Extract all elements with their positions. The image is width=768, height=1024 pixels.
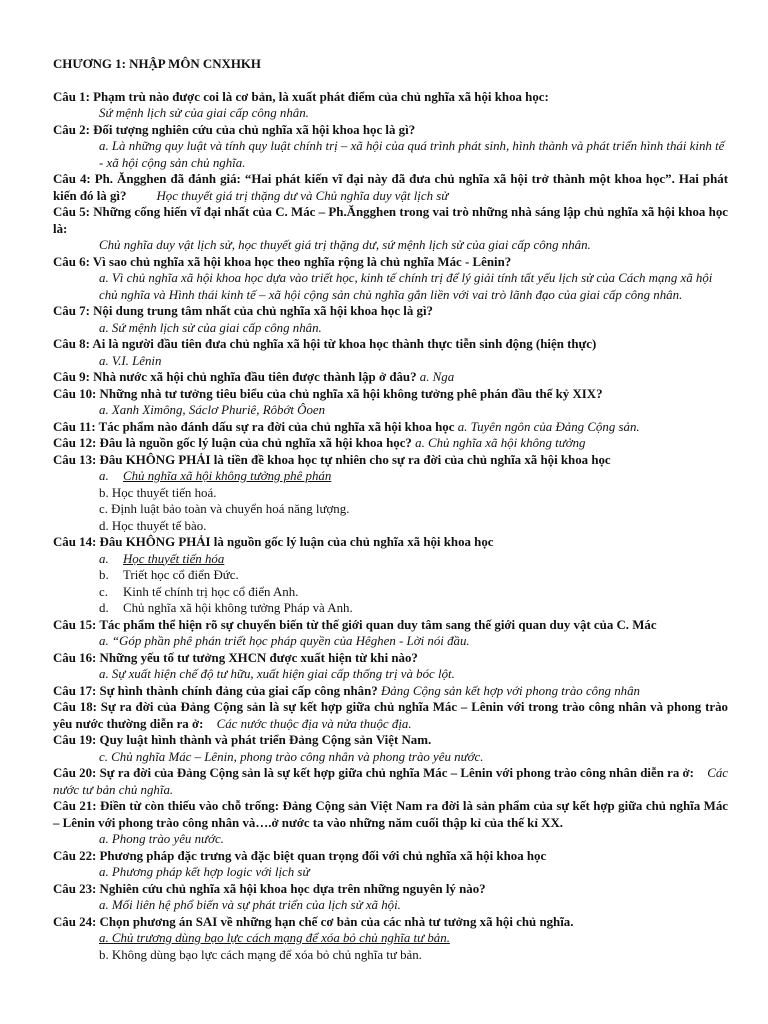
answer-12: a. Chủ nghĩa xã hội không tưởng bbox=[415, 436, 586, 450]
answer-6: a. Vì chủ nghĩa xã hội khoa học dựa vào triết học, kinh tế chính trị để lý giải tính tất yếu lịch sử của Cách mạng xã hội chủ nghĩa và Hình thái kinh tế – xã hội cộng sản chủ nghĩa gắn liền với vai trò lãnh đạo của giai cấp công nhân. bbox=[99, 271, 713, 302]
question-5: Câu 5: Những cống hiến vĩ đại nhất của C. Mác – Ph.Ăngghen trong vai trò những nhà sáng lập chủ nghĩa xã hội khoa học là: bbox=[53, 205, 728, 236]
option-14b-letter: b. bbox=[99, 568, 109, 582]
answer-1: Sứ mệnh lịch sử của giai cấp công nhân. bbox=[99, 106, 309, 120]
answer-11: a. Tuyên ngôn của Đảng Cộng sản. bbox=[457, 419, 640, 434]
option-13a-text: Chủ nghĩa xã hội không tưởng phê phán bbox=[123, 469, 332, 483]
option-14d-letter: d. bbox=[99, 601, 109, 615]
option-13d: d. Học thuyết tế bào. bbox=[99, 518, 207, 533]
option-14a-text: Học thuyết tiến hóa bbox=[123, 551, 225, 566]
question-12-text: Câu 12: Đâu là nguồn gốc lý luận của chủ nghĩa xã hội khoa học? bbox=[53, 436, 412, 450]
question-9-text: Câu 9: Nhà nước xã hội chủ nghĩa đầu tiên được thành lập ở đâu? bbox=[53, 370, 417, 384]
answer-2: a. Là những quy luật và tính quy luật chính trị – xã hội của quá trình phát sinh, hình thành và phát triển hình thái kinh tế - xã hội cộng sản chủ nghĩa. bbox=[99, 139, 725, 170]
option-14d-text: Chủ nghĩa xã hội không tưởng Pháp và Anh. bbox=[123, 601, 353, 615]
question-17-text: Câu 17: Sự hình thành chính đảng của giai cấp công nhân? bbox=[53, 683, 378, 698]
option-13a bbox=[53, 468, 728, 485]
option-14a bbox=[53, 551, 728, 568]
option-24b: b. Không dùng bạo lực cách mạng để xóa bỏ chủ nghĩa tư bản. bbox=[99, 947, 422, 962]
question-8: Câu 8: Ai là người đầu tiên đưa chủ nghĩa xã hội từ khoa học thành thực tiễn sinh động (hiện thực) bbox=[53, 337, 597, 351]
question-1: Câu 1: Phạm trù nào được coi là cơ bản, là xuất phát điểm của chủ nghĩa xã hội khoa học: bbox=[53, 89, 549, 104]
answer-8: a. V.I. Lênin bbox=[99, 353, 162, 368]
question-18-text: Câu 18: Sự ra đời của Đảng Cộng sản là sự kết hợp giữa chủ nghĩa Mác – Lênin với trong trào công nhân và phong trào yêu nước thường diễn ra ở: bbox=[53, 700, 728, 731]
question-18 bbox=[53, 699, 728, 732]
option-14c-text: Kinh tế chính trị học cổ điển Anh. bbox=[123, 584, 299, 599]
question-11-text: Câu 11: Tác phẩm nào đánh dấu sự ra đời của chủ nghĩa xã hội khoa học bbox=[53, 419, 455, 434]
question-23: Câu 23: Nghiên cứu chủ nghĩa xã hội khoa học dựa trên những nguyên lý nào? bbox=[53, 881, 486, 896]
question-6: Câu 6: Vì sao chủ nghĩa xã hội khoa học theo nghĩa rộng là chủ nghĩa Mác - Lênin? bbox=[53, 254, 512, 269]
option-14b bbox=[53, 567, 728, 584]
option-13b: b. Học thuyết tiến hoá. bbox=[99, 485, 217, 500]
answer-15: a. “Góp phần phê phán triết học pháp quyền của Hêghen - Lời nói đầu. bbox=[99, 634, 470, 648]
option-14c bbox=[53, 584, 728, 601]
question-14: Câu 14: Đâu KHÔNG PHẢI là nguồn gốc lý luận của chủ nghĩa xã hội khoa học bbox=[53, 535, 494, 549]
answer-9: a. Nga bbox=[419, 370, 455, 384]
option-14b-text: Triết học cổ điển Đức. bbox=[123, 568, 239, 582]
chapter-title: CHƯƠNG 1: NHẬP MÔN CNXHKH bbox=[53, 57, 261, 71]
option-14d bbox=[53, 600, 728, 617]
answer-16: a. Sự xuất hiện chế độ tư hữu, xuất hiện giai cấp thống trị và bóc lột. bbox=[99, 667, 455, 681]
question-15: Câu 15: Tác phẩm thể hiện rõ sự chuyển biến từ thế giới quan duy tâm sang thế giới quan duy vật của C. Mác bbox=[53, 617, 657, 632]
answer-4: Học thuyết giá trị thặng dư và Chủ nghĩa duy vật lịch sử bbox=[156, 188, 449, 203]
option-14c-letter: c. bbox=[99, 584, 108, 599]
question-21: Câu 21: Điền từ còn thiếu vào chỗ trống: Đảng Cộng sản Việt Nam ra đời là sản phẩm của sự kết hợp giữa chủ nghĩa Mác – Lênin với phong trào công nhân và….ở nước ta vào những năm cuối thập kỉ của thế kỉ XX. bbox=[53, 799, 728, 830]
option-14a-letter: a. bbox=[99, 551, 109, 566]
question-19: Câu 19: Quy luật hình thành và phát triển Đảng Cộng sản Việt Nam. bbox=[53, 733, 432, 747]
answer-10: a. Xanh Ximông, Sáclơ Phuriê, Rôbớt Ôoen bbox=[99, 403, 326, 417]
answer-23: a. Mối liên hệ phổ biến và sự phát triển của lịch sử xã hội. bbox=[99, 898, 401, 912]
question-9 bbox=[53, 369, 728, 386]
question-4 bbox=[53, 171, 728, 204]
question-20-text: Câu 20: Sự ra đời của Đảng Cộng sản là sự kết hợp giữa chủ nghĩa Mác – Lênin với phong trào công nhân diễn ra ở: bbox=[53, 766, 694, 780]
question-22: Câu 22: Phương pháp đặc trưng và đặc biệt quan trọng đối với chủ nghĩa xã hội khoa học bbox=[53, 848, 547, 863]
question-20 bbox=[53, 765, 728, 798]
answer-21: a. Phong trào yêu nước. bbox=[99, 832, 224, 846]
answer-18: Các nước thuộc địa và nửa thuộc địa. bbox=[216, 716, 412, 731]
answer-5: Chủ nghĩa duy vật lịch sử, học thuyết giá trị thặng dư, sứ mệnh lịch sử của giai cấp công nhân. bbox=[99, 238, 591, 252]
answer-19: c. Chủ nghĩa Mác – Lênin, phong trào công nhân và phong trào yêu nước. bbox=[99, 749, 484, 764]
option-13a-letter: a. bbox=[99, 469, 109, 483]
option-13c: c. Định luật bảo toàn và chuyển hoá năng lượng. bbox=[99, 502, 350, 516]
question-2: Câu 2: Đối tượng nghiên cứu của chủ nghĩa xã hội khoa học là gì? bbox=[53, 122, 416, 137]
answer-7: a. Sứ mệnh lịch sử của giai cấp công nhân. bbox=[99, 320, 322, 335]
option-24a: a. Chủ trương dùng bạo lực cách mạng để xóa bỏ chủ nghĩa tư bản. bbox=[99, 931, 450, 945]
question-12 bbox=[53, 435, 728, 452]
question-24: Câu 24: Chọn phương án SAI về những hạn chế cơ bản của các nhà tư tưởng xã hội chủ nghĩa. bbox=[53, 914, 574, 929]
question-11 bbox=[53, 419, 728, 436]
answer-20: Các nước tư bản chủ nghĩa. bbox=[53, 766, 728, 797]
answer-22: a. Phương pháp kết hợp logic với lịch sử bbox=[99, 865, 310, 879]
question-13: Câu 13: Đâu KHÔNG PHẢI là tiền đề khoa học tự nhiên cho sự ra đời của chủ nghĩa xã hội khoa học bbox=[53, 452, 611, 467]
question-10: Câu 10: Những nhà tư tưởng tiêu biểu của chủ nghĩa xã hội không tưởng phê phán đầu thế kỷ XIX? bbox=[53, 386, 603, 401]
question-17 bbox=[53, 683, 728, 700]
answer-17: Đảng Cộng sản kết hợp với phong trào công nhân bbox=[380, 683, 641, 698]
question-7: Câu 7: Nội dung trung tâm nhất của chủ nghĩa xã hội khoa học là gì? bbox=[53, 304, 433, 318]
question-4-text: Câu 4: Ph. Ăngghen đã đánh giá: “Hai phát kiến vĩ đại này đã đưa chủ nghĩa xã hội trở thành một khoa học”. Hai phát kiến đó là gì? bbox=[53, 172, 728, 203]
question-16: Câu 16: Những yếu tố tư tưởng XHCN được xuất hiện từ khi nào? bbox=[53, 650, 418, 665]
